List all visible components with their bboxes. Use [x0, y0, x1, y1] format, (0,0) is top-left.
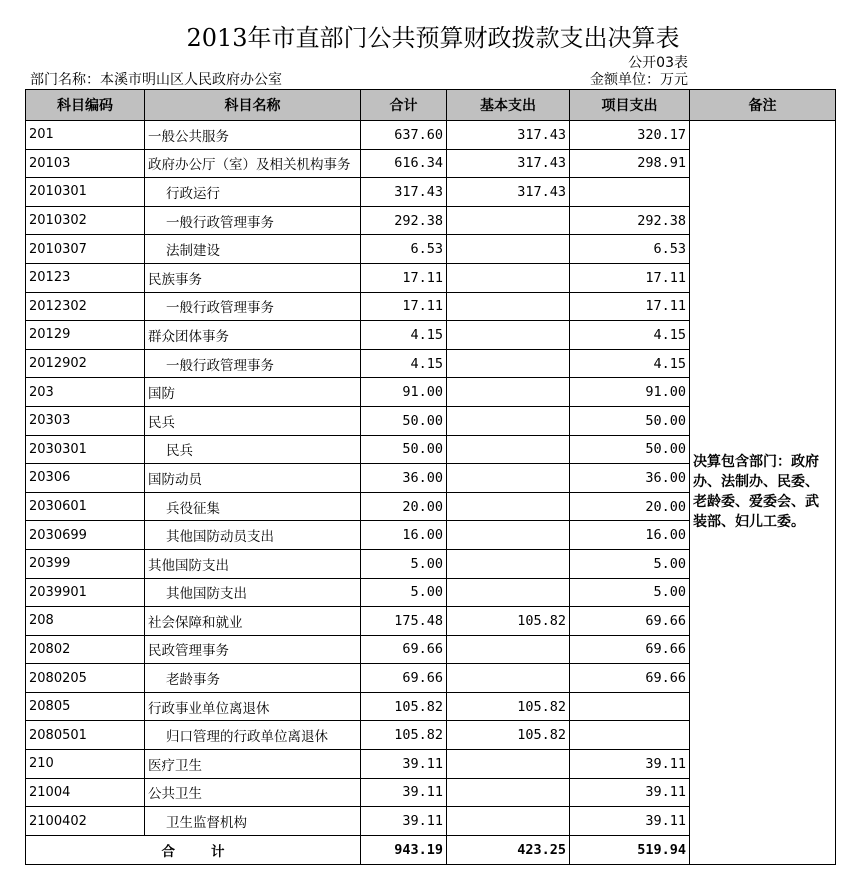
subject-name: 群众团体事务: [145, 321, 361, 350]
total-amount: 16.00: [361, 521, 447, 550]
subject-code: 20399: [26, 549, 145, 578]
total-label-part: 计: [211, 843, 225, 860]
subject-code: 20129: [26, 321, 145, 350]
subject-code: 2100402: [26, 807, 145, 836]
project-amount: 292.38: [570, 206, 690, 235]
col-header-basic: 基本支出: [447, 90, 570, 121]
basic-amount: [447, 235, 570, 264]
basic-amount: [447, 635, 570, 664]
project-amount: 36.00: [570, 464, 690, 493]
subject-name: 民兵: [145, 435, 361, 464]
basic-amount: [447, 349, 570, 378]
subject-code: 20802: [26, 635, 145, 664]
amount-unit: 金额单位：万元: [590, 72, 688, 88]
subject-code: 2010301: [26, 178, 145, 207]
total-amount: 292.38: [361, 206, 447, 235]
remarks-cell: 决算包含部门：政府办、法制办、民委、老龄委、爱委会、武装部、妇儿工委。: [690, 121, 836, 865]
total-amount: 317.43: [361, 178, 447, 207]
subject-code: 2080205: [26, 664, 145, 693]
col-header-name: 科目名称: [145, 90, 361, 121]
subject-name: 国防动员: [145, 464, 361, 493]
project-amount: 4.15: [570, 321, 690, 350]
subject-code: 2012902: [26, 349, 145, 378]
subject-name: 其他国防支出: [145, 549, 361, 578]
total-amount: 69.66: [361, 664, 447, 693]
subject-name: 民族事务: [145, 263, 361, 292]
total-amount: 36.00: [361, 464, 447, 493]
grand-total: 943.19: [361, 835, 447, 864]
project-amount: 69.66: [570, 664, 690, 693]
subject-name: 民兵: [145, 406, 361, 435]
total-amount: 5.00: [361, 549, 447, 578]
project-amount: 5.00: [570, 578, 690, 607]
subject-code: 2010302: [26, 206, 145, 235]
basic-amount: [447, 807, 570, 836]
subject-name: 公共卫生: [145, 778, 361, 807]
total-amount: 4.15: [361, 349, 447, 378]
basic-amount: [447, 578, 570, 607]
project-amount: 39.11: [570, 807, 690, 836]
subject-name: 其他国防动员支出: [145, 521, 361, 550]
subject-name: 社会保障和就业: [145, 607, 361, 636]
total-amount: 50.00: [361, 406, 447, 435]
project-amount: 298.91: [570, 149, 690, 178]
total-amount: 39.11: [361, 778, 447, 807]
project-amount: 69.66: [570, 607, 690, 636]
total-amount: 39.11: [361, 750, 447, 779]
basic-amount: 105.82: [447, 692, 570, 721]
subject-name: 法制建设: [145, 235, 361, 264]
basic-amount: [447, 206, 570, 235]
subject-name: 卫生监督机构: [145, 807, 361, 836]
table-row: [26, 121, 836, 150]
budget-table: [25, 89, 836, 865]
grand-basic: 423.25: [447, 835, 570, 864]
total-amount: 69.66: [361, 635, 447, 664]
basic-amount: [447, 492, 570, 521]
basic-amount: 105.82: [447, 607, 570, 636]
subject-code: 2030601: [26, 492, 145, 521]
subject-code: 2039901: [26, 578, 145, 607]
subject-name: 国防: [145, 378, 361, 407]
total-label-part: 合: [161, 843, 175, 860]
table-header-row: [26, 90, 836, 121]
basic-amount: [447, 435, 570, 464]
total-amount: 6.53: [361, 235, 447, 264]
subject-name: 民政管理事务: [145, 635, 361, 664]
subject-name: 医疗卫生: [145, 750, 361, 779]
project-amount: 39.11: [570, 750, 690, 779]
subject-name: 行政运行: [145, 178, 361, 207]
subject-code: 2010307: [26, 235, 145, 264]
project-amount: 16.00: [570, 521, 690, 550]
total-amount: 4.15: [361, 321, 447, 350]
col-header-code: 科目编码: [26, 90, 145, 121]
subject-name: 归口管理的行政单位离退休: [145, 721, 361, 750]
basic-amount: [447, 664, 570, 693]
department-name: 部门名称：本溪市明山区人民政府办公室: [30, 72, 282, 88]
total-amount: 91.00: [361, 378, 447, 407]
basic-amount: [447, 464, 570, 493]
subject-name: 一般行政管理事务: [145, 292, 361, 321]
basic-amount: 105.82: [447, 721, 570, 750]
project-amount: 91.00: [570, 378, 690, 407]
basic-amount: [447, 406, 570, 435]
project-amount: 5.00: [570, 549, 690, 578]
total-amount: 105.82: [361, 692, 447, 721]
total-amount: 175.48: [361, 607, 447, 636]
basic-amount: [447, 521, 570, 550]
total-amount: 39.11: [361, 807, 447, 836]
subject-name: 老龄事务: [145, 664, 361, 693]
subject-code: 2030699: [26, 521, 145, 550]
subject-code: 21004: [26, 778, 145, 807]
table-body: [26, 121, 836, 865]
grand-project: 519.94: [570, 835, 690, 864]
basic-amount: [447, 378, 570, 407]
report-title: 2013年市直部门公共预算财政拨款支出决算表: [186, 24, 680, 52]
subject-code: 201: [26, 121, 145, 150]
project-amount: [570, 721, 690, 750]
total-amount: 20.00: [361, 492, 447, 521]
project-amount: [570, 178, 690, 207]
project-amount: 39.11: [570, 778, 690, 807]
total-amount: 5.00: [361, 578, 447, 607]
total-amount: 616.34: [361, 149, 447, 178]
subject-name: 一般行政管理事务: [145, 349, 361, 378]
total-amount: 105.82: [361, 721, 447, 750]
subject-code: 210: [26, 750, 145, 779]
project-amount: 17.11: [570, 292, 690, 321]
subject-code: 203: [26, 378, 145, 407]
total-label: [26, 835, 361, 864]
subject-name: 行政事业单位离退休: [145, 692, 361, 721]
col-header-note: 备注: [690, 90, 836, 121]
basic-amount: [447, 263, 570, 292]
col-header-project: 项目支出: [570, 90, 690, 121]
basic-amount: [447, 750, 570, 779]
project-amount: 17.11: [570, 263, 690, 292]
basic-amount: 317.43: [447, 178, 570, 207]
basic-amount: 317.43: [447, 121, 570, 150]
subject-name: 兵役征集: [145, 492, 361, 521]
subject-code: 20306: [26, 464, 145, 493]
subject-name: 一般行政管理事务: [145, 206, 361, 235]
project-amount: 50.00: [570, 406, 690, 435]
subject-code: 208: [26, 607, 145, 636]
subject-name: 其他国防支出: [145, 578, 361, 607]
col-header-total: 合计: [361, 90, 447, 121]
project-amount: 4.15: [570, 349, 690, 378]
subject-code: 20103: [26, 149, 145, 178]
subject-name: 一般公共服务: [145, 121, 361, 150]
subject-name: 政府办公厅（室）及相关机构事务: [145, 149, 361, 178]
project-amount: 320.17: [570, 121, 690, 150]
subject-code: 20805: [26, 692, 145, 721]
basic-amount: [447, 321, 570, 350]
subject-code: 2030301: [26, 435, 145, 464]
total-amount: 637.60: [361, 121, 447, 150]
subject-code: 2080501: [26, 721, 145, 750]
total-amount: 17.11: [361, 292, 447, 321]
project-amount: 69.66: [570, 635, 690, 664]
total-amount: 17.11: [361, 263, 447, 292]
subject-code: 20303: [26, 406, 145, 435]
form-number: 公开03表: [628, 55, 688, 71]
project-amount: 20.00: [570, 492, 690, 521]
basic-amount: [447, 292, 570, 321]
project-amount: 6.53: [570, 235, 690, 264]
basic-amount: 317.43: [447, 149, 570, 178]
project-amount: 50.00: [570, 435, 690, 464]
subject-code: 20123: [26, 263, 145, 292]
project-amount: [570, 692, 690, 721]
subject-code: 2012302: [26, 292, 145, 321]
basic-amount: [447, 549, 570, 578]
basic-amount: [447, 778, 570, 807]
total-amount: 50.00: [361, 435, 447, 464]
